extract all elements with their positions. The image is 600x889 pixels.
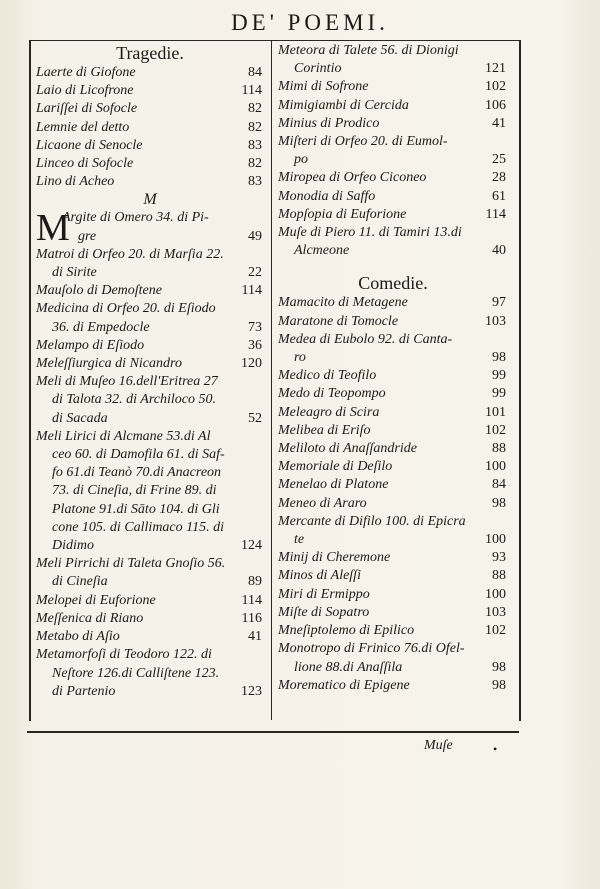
bottom-mark: •: [493, 742, 498, 756]
index-entry: Lemnie del detto 82: [36, 119, 262, 135]
index-entry: Minos di Aleſſi 88: [278, 568, 506, 584]
index-entry: Lariſſei di Sofocle 82: [36, 101, 262, 117]
index-entry: Minij di Cheremone 93: [278, 550, 506, 566]
right-column: [278, 42, 508, 695]
index-entry: Medicina di Orfeo 20. di Eſiodo 36. di Empedocle 73: [36, 301, 262, 335]
comedie-list: [278, 294, 508, 694]
index-entry-dropcap: M Argite di Omero 34. di Pi- gre 49: [36, 207, 262, 250]
index-entry: Linceo di Sofocle 82: [36, 156, 262, 172]
index-entry: Matroi di Orfeo 20. di Marſia 22. di Sirite 22: [36, 246, 262, 281]
running-head: DE' POEMI.: [231, 10, 389, 35]
index-entry: Mimigiambi di Cercida 106: [278, 97, 506, 113]
index-entry: Muſe di Piero 11. di Tamiri 13.di Alcmeone 40: [278, 225, 506, 259]
index-entry: Meleſſiurgica di Nicandro 120: [36, 356, 262, 372]
index-entry: Meleagro di Scira 101: [278, 404, 506, 420]
index-entry: Monotropo di Frinico 76.di Ofel- lione 88.di Anaſſila 98: [278, 641, 506, 675]
index-entry: Mopſopia di Euforione 114: [278, 206, 506, 222]
index-entry: Licaone di Senocle 83: [36, 137, 262, 153]
index-entry: Memoriale di Deſilo 100: [278, 459, 506, 475]
catchword: Muſe: [424, 738, 453, 753]
section-letter: M: [143, 191, 157, 209]
tragedie-list-l: [36, 64, 264, 191]
index-entry: Monodia di Saffo 61: [278, 188, 506, 204]
index-entry: Laerte di Giofone 84: [36, 65, 262, 80]
index-entry: Miſte di Sopatro 103: [278, 604, 506, 620]
index-entry: Menelao di Platone 84: [278, 477, 506, 493]
index-entry: Mercante di Difilo 100. di Epicra te 100: [278, 513, 506, 548]
index-entry: Mimi di Sofrone 102: [278, 79, 506, 95]
index-entry: Lino di Acheo 83: [36, 174, 262, 190]
index-entry: Meſſenica di Riano 116: [36, 610, 262, 626]
bottom-rule: [27, 731, 519, 733]
index-entry: Meli Pirrichi di Taleta Gnoſio 56. di Cineſia 89: [36, 556, 262, 590]
index-entry: Meliloto di Anaſſandride 88: [278, 441, 506, 457]
left-column: [36, 42, 264, 701]
index-entry: Meneo di Araro 98: [278, 495, 506, 511]
index-entry: Laio di Licofrone 114: [36, 83, 262, 99]
index-entry: Mauſolo di Demoſtene 114: [36, 283, 262, 299]
index-entry: Medea di Eubolo 92. di Canta- ro 98: [278, 331, 506, 366]
tragedie-list-m: [36, 246, 264, 701]
section-heading-comedie: Comedie.: [358, 273, 428, 294]
index-entry: Miri di Ermippo 100: [278, 586, 506, 602]
index-entry: Miſteri di Orfeo 20. di Eumol- po 25: [278, 134, 506, 168]
index-entry: Maratone di Tomocle 103: [278, 313, 506, 329]
tragedie-list-continued: [278, 42, 508, 260]
index-entry: Medico di Teofilo 99: [278, 368, 506, 384]
section-heading-tragedie: Tragedie.: [116, 43, 184, 63]
index-entry: Metabo di Aſio 41: [36, 629, 262, 645]
index-entry: Minius di Prodico 41: [278, 115, 506, 131]
index-entry: Melampo di Eſiodo 36: [36, 337, 262, 353]
index-entry: Mamacito di Metagene 97: [278, 295, 506, 311]
index-entry: Melibea di Eriſo 102: [278, 422, 506, 438]
index-entry: Meli di Muſeo 16.dell'Eritrea 27 di Talota 32. di Archiloco 50. di Sacada 52: [36, 374, 262, 426]
column-divider: [271, 40, 272, 720]
index-entry: Meteora di Talete 56. di Dionigi Corintio 121: [278, 43, 506, 77]
index-entry: Mneſiptolemo di Epilico 102: [278, 623, 506, 639]
index-entry: Melopei di Euforione 114: [36, 592, 262, 608]
index-entry: Medo di Teopompo 99: [278, 386, 506, 402]
index-entry: Metamorfoſi di Teodoro 122. di Neſtore 126.di Calliſtene 123. di Partenio 123: [36, 647, 262, 699]
index-entry: Meli Lirici di Alcmane 53.di Al ceo 60. di Damofila 61. di Saf- fo 61.di Teanò 70.di Anacreon 73. di Cineſia, di Frine 89. di Platone 91.di Sāto 104. di Gli cone 105. di Callimaco 115. di Didimo 124: [36, 428, 262, 554]
index-entry: Morematico di Epigene 98: [278, 677, 506, 693]
drop-cap: M: [36, 207, 70, 250]
index-entry: Miropea di Orfeo Ciconeo 28: [278, 170, 506, 186]
